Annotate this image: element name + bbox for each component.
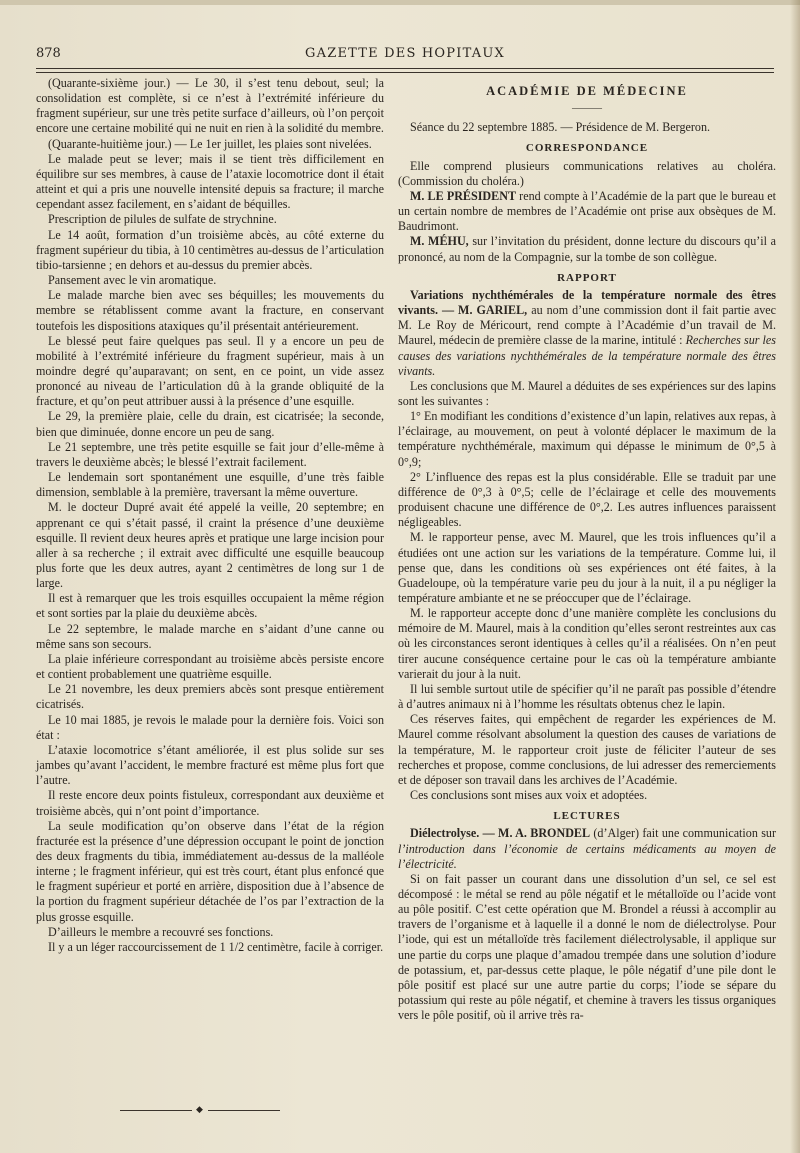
- paragraph: M. le rapporteur pense, avec M. Maurel, que les trois influences qu’il a étudiées ont une action sur les variations de la température. Comme lui, il pense que, dans les conditions où ses expériences ont été faites, à la Guadeloupe, où la température varie peu du jour à la nuit, il a pu négliger la température ambiante et ne se préoccuper que de l’éclairage.: [398, 530, 776, 605]
- paragraph: Le malade peut se lever; mais il se tient très difficilement en équilibre sur ses membres, à cause de l’ataxie locomotrice dont il était atteint et qui a pris une nouvelle intensité depuis sa fracture; il marche cependant assez facilement, en s’aidant de béquilles.: [36, 151, 384, 212]
- page-number: 878: [36, 46, 61, 61]
- work-title: Recherches sur les causes des variations nychthémérales de la température normale des êtres vivants.: [398, 333, 776, 378]
- speaker: M. LE PRÉSIDENT: [410, 188, 517, 203]
- paragraph: Le 14 août, formation d’un troisième abcès, au côté externe du fragment supérieur du tibia, à 10 centimètres au-dessus de l’articulation tibio-tarsienne ; en dehors et au-dessus du premier abcès.: [36, 227, 384, 272]
- paragraph: 1° En modifiant les conditions d’existence d’un lapin, relatives aux repas, à l’éclairage, au mouvement, on peut à volonté déplacer le maximum de la température nychthémérale, maximum qui dépasse le minimum de 0°,5 à 0°,9;: [398, 409, 776, 469]
- page-header: [36, 40, 774, 68]
- paragraph: M. le docteur Dupré avait été appelé la veille, 20 septembre; en apprenant ce qui s’était passé, il craint la présence d’une deuxième esquille. Il revient deux heures après et pratique une large incision pour aller à sa recherche ; il extrait avec difficulté une esquille beaucoup plus forte que les deux autres, ayant 2 centimètres de long sur 1 de large.: [36, 500, 384, 591]
- paragraph: Elle comprend plusieurs communications relatives au choléra. (Commission du choléra.): [398, 158, 776, 188]
- paragraph: Prescription de pilules de sulfate de strychnine.: [48, 212, 277, 227]
- paragraph: L’ataxie locomotrice s’étant améliorée, il est plus solide sur ses jambes qu’avant l’accident, le membre fracturé est même plus fort que l’autre.: [36, 742, 384, 788]
- paragraph: Le 22 septembre, le malade marche en s’aidant d’une canne ou même sans son secours.: [36, 621, 384, 651]
- lectures-heading: LECTURES: [553, 810, 621, 823]
- paragraph: Le 10 mai 1885, je revois le malade pour la dernière fois. Voici son état :: [36, 712, 384, 742]
- left-column: [36, 76, 384, 955]
- speaker: — M. A. BRONDEL: [479, 826, 591, 841]
- right-column: [398, 76, 776, 1023]
- paragraph: Le blessé peut faire quelques pas seul. Il y a encore un peu de mobilité à l’extrémité inférieure du fragment supérieur, mais à un moindre degré qu’auparavant; on sent, en ce point, un vide assez prononcé au niveau de l’articulation dû à la grande obliquité de la fracture, et qu’on peut attribuer aussi à la présence d’une esquille.: [36, 333, 384, 409]
- paragraph: Le 21 novembre, les deux premiers abcès sont presque entièrement cicatrisés.: [36, 682, 384, 712]
- paragraph: Si on fait passer un courant dans une dissolution d’un sel, ce sel est décomposé : le métal se rend au pôle négatif et le métalloïde ou l’acide vont au pôle positif. C’est cette opération que M. Brondel a réussi à accomplir au travers de l’organisme et à laquelle il a donné le nom de diélectrolyse. Pour l’iode, qui est un métalloïde très facilement diélectrolysable, il applique sur une partie du corps une plaque d’amadou trempée dans une solution d’iodure de potassium, et, par-dessus cette plaque, le pôle négatif d’une pile dont le pôle positif est placé sur une autre partie du corps; l’iode se sépare du potassium qui reste au pôle négatif, et chemine à travers les tissus organiques vers le pôle positif, où il arrive très ra-: [398, 871, 776, 1023]
- paragraph: (Quarante-sixième jour.) — Le 30, il s’est tenu debout, seul; la consolidation est complète, si ce n’est à l’extrémité inférieure du fragment supérieur, sur une très petite surface d’ailleurs, où l’on perçoit encore une certaine mobilité qui ne nuit en rien à la solidité du membre.: [36, 76, 384, 136]
- header-rule-bottom: [36, 72, 774, 73]
- paragraph: Pansement avec le vin aromatique.: [48, 273, 217, 288]
- paragraph: Variations nychthémérales de la température normale des êtres vivants. — M. GARIEL, au nom d’une commission dont il fait partie avec M. Le Roy de Méricourt, rend compte à l’Académie d’un travail de M. Maurel, médecin de première classe de la marine, intitulé : Recherches sur les causes des variations nychthémérales de la température normale des êtres vivants.: [398, 287, 777, 378]
- paragraph: Diélectrolyse. — M. A. BRONDEL (d’Alger) fait une communication sur l’introduction dans l’économie de certains médicaments au moyen de l’électricité.: [398, 826, 776, 871]
- title-separator: ———: [572, 103, 602, 115]
- paragraph: Il est à remarquer que les trois esquilles occupaient la même région et sont sorties par la plaie du deuxième abcès.: [36, 591, 384, 621]
- report-title: Variations nychthémérales de la température normale des êtres vivants.: [398, 287, 776, 318]
- paragraph: Les conclusions que M. Maurel a déduites de ses expériences sur des lapins sont les suivantes :: [398, 378, 776, 408]
- paragraph: La seule modification qu’on observe dans l’état de la région fracturée est la présence d’une dépression occupant le point de jonction des deux fragments du tibia, immédiatement au-dessus de la malléole interne ; le fragment inférieur, qui est très court, étant plus enfoncé que le fragment supérieur et porté en arrière, disposition due à l’absence de la portion du fragment supérieur détachée de l’os par l’extraction de la plus grosse esquille.: [36, 818, 384, 924]
- paragraph: Le lendemain sort spontanément une esquille, d’une très faible dimension, semblable à la première, traversant la même ouverture.: [36, 470, 384, 500]
- speaker: — M. GARIEL,: [437, 303, 528, 318]
- paragraph: Ces conclusions sont mises aux voix et adoptées.: [410, 788, 648, 803]
- paragraph: 2° L’influence des repas est la plus considérable. Elle se traduit par une différence de 0°,3 à 0°,5; celle de l’éclairage et celle des mouvements produisent chacune une différence de 0°,2. Les autres influences paraissent négligeables.: [398, 469, 776, 530]
- paragraph: Ces réserves faites, qui empêchent de regarder les expériences de M. Maurel comme résolvant absolument la question des causes de variations de la température, M. le rapporteur croit juste de féliciter l’auteur de ses recherches et propose, comme conclusions, de lui adresser des remerciements et de déposer son travail dans les archives de l’Académie.: [398, 712, 776, 787]
- section-title: ACADÉMIE DE MÉDECINE: [486, 84, 688, 98]
- paragraph: D’ailleurs le membre a recouvré ses fonctions.: [48, 924, 274, 939]
- paragraph: Il lui semble surtout utile de spécifier qu’il ne paraît pas possible d’étendre à d’autres animaux ni à l’homme les résultats obtenus chez le lapin.: [398, 681, 776, 712]
- rapport-heading: RAPPORT: [557, 271, 617, 284]
- correspondance-heading: CORRESPONDANCE: [525, 142, 649, 155]
- paragraph: La plaie inférieure correspondant au troisième abcès persiste encore et contient probablement une quatrième esquille.: [36, 651, 384, 682]
- paragraph: M. MÉHU, sur l’invitation du président, donne lecture du discours qu’il a prononcé, au nom de la Compagnie, sur la tombe de son collègue.: [398, 234, 776, 264]
- paragraph: (Quarante-huitième jour.) — Le 1er juillet, les plaies sont nivelées.: [48, 136, 372, 151]
- speaker: M. MÉHU,: [410, 234, 469, 249]
- paragraph: Le 21 septembre, une très petite esquille se fait jour d’elle-même à travers le deuxième abcès; le blessé l’extrait facilement.: [36, 439, 384, 469]
- work-title: l’introduction dans l’économie de certains médicaments au moyen de l’électricité.: [398, 841, 776, 871]
- header-rule-top: [36, 68, 774, 69]
- seance-line: Séance du 22 septembre 1885. — Présidence de M. Bergeron.: [410, 120, 711, 135]
- paragraph: Le 29, la première plaie, celle du drain, est cicatrisée; la seconde, bien que diminuée, donne encore un peu de sang.: [36, 409, 384, 439]
- top-edge: [0, 0, 800, 5]
- paragraph: Le malade marche bien avec ses béquilles; les mouvements du membre se rétablissent comme avant la fracture, en conservant toutefois les dispositions ataxiques qu’il présentait antérieurement.: [36, 288, 384, 333]
- lecture-title: Diélectrolyse.: [410, 826, 480, 841]
- paragraph: Il y a un léger raccourcissement de 1 1/2 centimètre, facile à corriger.: [48, 939, 384, 954]
- paragraph: M. le rapporteur accepte donc d’une manière complète les conclusions du mémoire de M. Maurel, mais à la condition qu’elles seront restreintes aux cas où les circonstances seront identiques à celles qu’il a réalisées. On n’en peut tirer aucune conséquence certaine pour le cas où la température ambiante varierait du jour à la nuit.: [398, 606, 776, 681]
- paragraph: M. LE PRÉSIDENT rend compte à l’Académie de la part que le bureau et un certain nombre de membres de l’Académie ont prise aux obsèques de M. Baudrimont.: [398, 188, 776, 234]
- page-edge-shadow: [790, 0, 800, 1153]
- section-end-ornament: ◆: [120, 1106, 280, 1114]
- paragraph: Il reste encore deux points fistuleux, correspondant aux deuxième et troisième abcès, qui n’ont point d’importance.: [36, 788, 384, 818]
- journal-title: GAZETTE DES HOPITAUX: [305, 46, 505, 61]
